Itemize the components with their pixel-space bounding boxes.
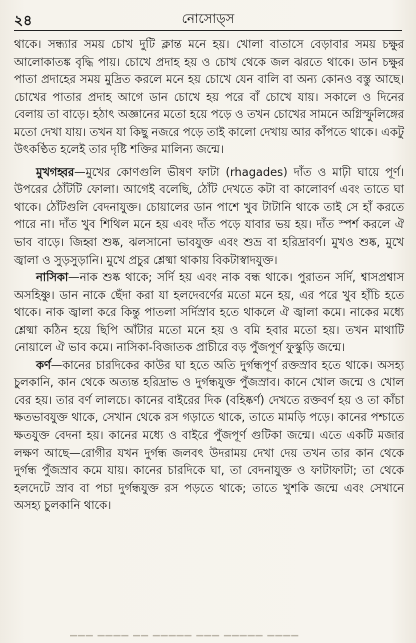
paragraph-eye-continued: [14, 36, 404, 159]
section-lead-nose: নাসিকা: [36, 270, 69, 285]
show-through-text: ▁▁▁ ▁▁▁▁ ▁▁ ▁▁▁▁▁ ▁▁▁ ▁▁▁▁▁ ▁▁▁▁: [70, 627, 300, 637]
paragraph-mouth: [14, 164, 404, 269]
section-lead-mouth: মুখগহ্বর: [36, 164, 75, 179]
paragraph-text: —মুখের কোণগুলি ভীষণ ফাটা (rhagades) দাঁত ও মাঢ়ী ঘায়ে পূর্ণ। উপরের ঠোঁটটি ফোলা। আগেই বলেছি, ঠোঁট দেখতে কটা বা কালোবর্ণ এবং তাতে ঘা থাকে। ঠোঁটগুলি বেদনাযুক্ত। চোয়ালের ডান পাশে খুব টাটানি থাকে তাই সে হাঁ করতে পারে না। দাঁত খুব শিথিল মনে হয় এবং দাঁত পড়ে যাবার ভয় হয়। দাঁত স্পর্শ করলে ঐ ভাব বাড়ে। জিহ্বা শুষ্ক, ঝলসানো ভাবযুক্ত এবং শুভ্র বা হরিদ্রাবর্ণ। মুখও শুষ্ক, মুখে জ্বালা ও সুড়সুড়ানি। মুখে প্রচুর শ্লেষ্মা থাকায় বিকটাস্বাদযুক্ত।: [14, 164, 404, 267]
paragraph-text: —নাক শুষ্ক থাকে; সর্দি হয় এবং নাক বন্ধ থাকে। পুরাতন সর্দি, শ্বাসপ্রশ্বাস অসহিষ্ণু। ডান নাকে ছেঁদা করা যা হলদেবর্ণের মতো মনে হয়, এর পরে খুব হাঁচি হতে থাকে। নাক জ্বালা করে কিন্তু পাতলা সর্দিস্রাব হতে থাকলে ঐ জ্বালা কমে। নাকের মধ্যে শ্লেষ্মা কঠিন হয়ে ছিপি আঁটার মতো মনে হয় ও বমি হবার মতো হয়। তখন মাথাটি নোয়ালে ঐ ভাব কমে। নাসিকা-বিজাতক প্রাচীরে বড় পুঁজপূর্ণ ফুস্কুড়ি জন্মে।: [14, 270, 404, 355]
running-title: নোসোড্‌স: [181, 12, 235, 27]
paragraph-text: থাকে। সন্ধ্যার সময় চোখ দুটি ক্লান্ত মনে হয়। খোলা বাতাসে বেড়াবার সময় চক্ষুর আলোকাতঙ্ক বৃদ্ধি পায়। চোখে প্রদাহ হয় ও চোখ থেকে জল ঝরতে থাকে। ডান চক্ষুর পাতা প্রদাহের সময় মুদ্রিত করলে মনে হয় চোখে যেন বালি বা অন্য কোনও বস্তু আছে। চোখের পাতার প্রদাহ আগে ডান চোখে হয় পরে বাঁ চোখে যায়। সকালে ও দিনের বেলায় তা বাড়ে। হঠাৎ অজ্ঞানের মতো হয়ে পড়ে ও তখন চোখের সামনে অগ্নিস্ফুলিঙ্গের মতো দেখা যায়। তখন যা কিছু নজরে পড়ে তাই কালো দেখায় আর কাঁপতে থাকে। একটু উৎকণ্ঠিত হলেই তার দৃষ্টি শক্তির মালিন্য জন্মে।: [14, 37, 404, 157]
paragraph-ear: [14, 357, 404, 515]
page-number: ২৪: [14, 13, 33, 29]
paragraph-nose: [14, 269, 404, 357]
header-rule: [14, 30, 402, 31]
body-text: [14, 36, 404, 621]
paragraph-text: —কানের চারদিকের কাউর ঘা হতে অতি দুর্গন্ধপূর্ণ রক্তস্রাব হতে থাকে। অসহ্য চুলকানি, কান থেকে অত্যন্ত হরিদ্রাভ ও দুর্গন্ধযুক্ত পুঁজস্রাব। কানে খোল জন্মে ও খোল বের হয়। তার বর্ণ লালচে। কানের বাইরের দিক (বহিষ্কর্ণ) দেখতে রক্তবর্ণ হয় ও তা কাঁচা ক্ষতভাবযুক্ত থাকে, সেখান থেকে রস গড়াতে থাকে, তাতে মামড়ি পড়ে। কানের পশ্চাতে ক্ষতযুক্ত বেদনা হয়। কানের মধ্যে ও বাইরে পুঁজপূর্ণ গুটিকা জন্মে। এতে একটি মজার লক্ষণ আছে—রোগীর যখন দুর্গন্ধ জলবৎ উদরাময় দেখা দেয় তখন তার কান থেকে দুর্গন্ধ পুঁজস্রাব কমে যায়। কানের চারদিকে ঘা, তা বেদনাযুক্ত ও ফাটাফাটা; তা থেকে হলদেটে স্রাব বা পচা দুর্গন্ধযুক্ত রস পড়তে থাকে; তাতে খুশকি জন্মে এবং সেখানে অসহ্য চুলকানি থাকে।: [14, 357, 404, 513]
page-header: [14, 8, 402, 30]
section-lead-ear: কর্ণ: [36, 357, 51, 372]
